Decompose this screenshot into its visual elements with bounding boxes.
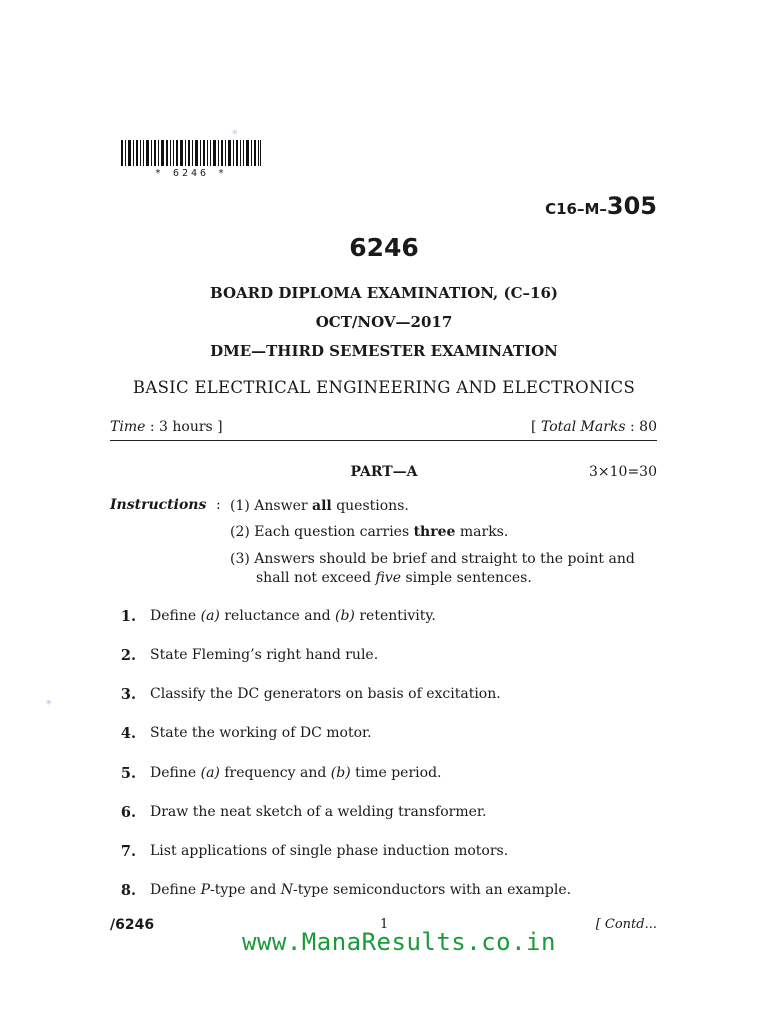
barcode [121,140,261,166]
question-text: Classify the DC generators on basis of excitation. [150,686,501,702]
barcode-number: * 6246 * [154,168,228,179]
question-number: 4. [120,725,136,742]
decorative-star-icon: * [46,698,52,711]
time-marks-line [110,419,657,435]
paper-number: 6246 [349,233,419,262]
question-number: 2. [120,647,136,664]
exam-semester: DME—THIRD SEMESTER EXAMINATION [210,342,558,360]
course-code: C16–M–305 [545,192,657,220]
exam-title: BOARD DIPLOMA EXAMINATION, (C–16) [209,284,558,302]
question-text: Define (a) frequency and (b) time period. [150,765,442,781]
instruction-item: (1) Answer all questions. [230,498,409,514]
page-number: 1 [380,917,389,932]
time-info: Time : 3 hours ] [110,419,223,435]
question-text: List applications of single phase induction motors. [150,843,509,859]
decorative-star-icon: * [232,128,238,141]
instruction-item-continued: shall not exceed five simple sentences. [256,570,532,586]
website-watermark[interactable]: www.ManaResults.co.in [242,928,556,956]
instruction-item: (3) Answers should be brief and straight to the point and [230,551,635,567]
question-number: 1. [120,608,136,625]
question-number: 7. [120,843,136,860]
total-marks-info: [ Total Marks : 80 [531,419,657,435]
instruction-item: (2) Each question carries three marks. [230,524,509,540]
exam-session: OCT/NOV—2017 [315,313,453,331]
question-number: 8. [120,882,136,899]
question-number: 6. [120,804,136,821]
part-title: PART—A [350,464,418,480]
question-text: Define P-type and N-type semiconductors with an example. [150,882,572,898]
continued-note: [ Contd... [595,917,657,932]
header-rule [110,440,657,441]
instructions-colon: : [216,497,221,513]
question-number: 5. [120,765,136,782]
subject-title: BASIC ELECTRICAL ENGINEERING AND ELECTRONICS [132,378,636,397]
question-text: Draw the neat sketch of a welding transformer. [150,804,487,820]
question-number: 3. [120,686,136,703]
question-text: State Fleming’s right hand rule. [150,647,379,663]
question-text: State the working of DC motor. [150,725,372,741]
instructions-label: Instructions [110,497,207,513]
part-marks: 3×10=30 [589,464,657,480]
question-text: Define (a) reluctance and (b) retentivity. [150,608,436,624]
footer-paper-code: /6246 [110,917,155,933]
